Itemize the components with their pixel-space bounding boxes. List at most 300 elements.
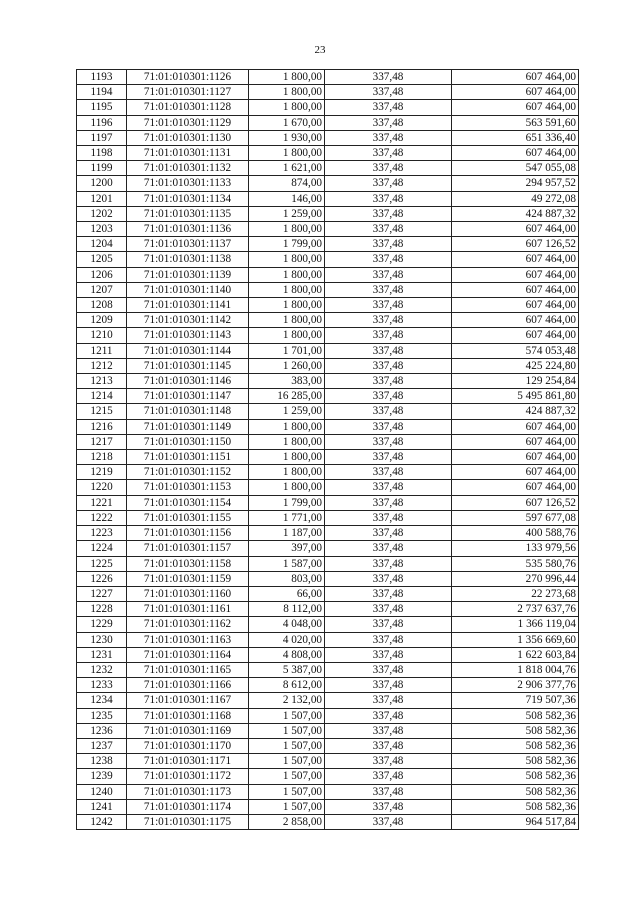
value-cell: 719 507,36 <box>452 693 579 708</box>
cadastral-number-cell: 71:01:010301:1174 <box>127 799 249 814</box>
rate-cell: 337,48 <box>325 450 452 465</box>
value-cell: 508 582,36 <box>452 738 579 753</box>
area-cell: 4 048,00 <box>249 617 325 632</box>
value-cell: 508 582,36 <box>452 799 579 814</box>
value-cell: 1 366 119,04 <box>452 617 579 632</box>
cadastral-number-cell: 71:01:010301:1151 <box>127 450 249 465</box>
row-number-cell: 1226 <box>77 571 127 586</box>
value-cell: 508 582,36 <box>452 708 579 723</box>
row-number-cell: 1215 <box>77 404 127 419</box>
row-number-cell: 1237 <box>77 738 127 753</box>
area-cell: 1 800,00 <box>249 480 325 495</box>
value-cell: 607 464,00 <box>452 480 579 495</box>
rate-cell: 337,48 <box>325 647 452 662</box>
table-row <box>77 510 579 525</box>
table-row <box>77 647 579 662</box>
table-row <box>77 480 579 495</box>
row-number-cell: 1213 <box>77 374 127 389</box>
table-row <box>77 328 579 343</box>
cadastral-number-cell: 71:01:010301:1161 <box>127 602 249 617</box>
rate-cell: 337,48 <box>325 723 452 738</box>
value-cell: 607 464,00 <box>452 252 579 267</box>
table-row <box>77 617 579 632</box>
value-cell: 1 818 004,76 <box>452 662 579 677</box>
rate-cell: 337,48 <box>325 206 452 221</box>
row-number-cell: 1234 <box>77 693 127 708</box>
row-number-cell: 1216 <box>77 419 127 434</box>
table-row <box>77 814 579 829</box>
rate-cell: 337,48 <box>325 343 452 358</box>
rate-cell: 337,48 <box>325 389 452 404</box>
rate-cell: 337,48 <box>325 541 452 556</box>
rate-cell: 337,48 <box>325 328 452 343</box>
rate-cell: 337,48 <box>325 434 452 449</box>
page-number: 23 <box>314 44 326 56</box>
table-row <box>77 298 579 313</box>
rate-cell: 337,48 <box>325 419 452 434</box>
area-cell: 1 259,00 <box>249 206 325 221</box>
value-cell: 425 224,80 <box>452 358 579 373</box>
area-cell: 1 507,00 <box>249 769 325 784</box>
area-cell: 8 612,00 <box>249 678 325 693</box>
cadastral-number-cell: 71:01:010301:1153 <box>127 480 249 495</box>
row-number-cell: 1233 <box>77 678 127 693</box>
rate-cell: 337,48 <box>325 237 452 252</box>
value-cell: 607 126,52 <box>452 495 579 510</box>
area-cell: 1 800,00 <box>249 70 325 85</box>
value-cell: 607 126,52 <box>452 237 579 252</box>
area-cell: 1 800,00 <box>249 85 325 100</box>
area-cell: 1 507,00 <box>249 754 325 769</box>
table-row <box>77 267 579 282</box>
area-cell: 8 112,00 <box>249 602 325 617</box>
value-cell: 964 517,84 <box>452 814 579 829</box>
value-cell: 133 979,56 <box>452 541 579 556</box>
area-cell: 1 800,00 <box>249 298 325 313</box>
area-cell: 1 771,00 <box>249 510 325 525</box>
cadastral-number-cell: 71:01:010301:1136 <box>127 222 249 237</box>
value-cell: 607 464,00 <box>452 465 579 480</box>
row-number-cell: 1232 <box>77 662 127 677</box>
area-cell: 1 507,00 <box>249 738 325 753</box>
value-cell: 563 591,60 <box>452 115 579 130</box>
value-cell: 1 356 669,60 <box>452 632 579 647</box>
cadastral-number-cell: 71:01:010301:1162 <box>127 617 249 632</box>
row-number-cell: 1196 <box>77 115 127 130</box>
row-number-cell: 1200 <box>77 176 127 191</box>
cadastral-number-cell: 71:01:010301:1165 <box>127 662 249 677</box>
row-number-cell: 1236 <box>77 723 127 738</box>
cadastral-number-cell: 71:01:010301:1170 <box>127 738 249 753</box>
cadastral-number-cell: 71:01:010301:1130 <box>127 130 249 145</box>
row-number-cell: 1203 <box>77 222 127 237</box>
rate-cell: 337,48 <box>325 100 452 115</box>
row-number-cell: 1204 <box>77 237 127 252</box>
area-cell: 1 260,00 <box>249 358 325 373</box>
area-cell: 1 259,00 <box>249 404 325 419</box>
table-row <box>77 191 579 206</box>
table-row <box>77 434 579 449</box>
area-cell: 1 507,00 <box>249 784 325 799</box>
area-cell: 4 020,00 <box>249 632 325 647</box>
table-row <box>77 222 579 237</box>
rate-cell: 337,48 <box>325 495 452 510</box>
value-cell: 607 464,00 <box>452 222 579 237</box>
area-cell: 1 930,00 <box>249 130 325 145</box>
table-row <box>77 784 579 799</box>
rate-cell: 337,48 <box>325 510 452 525</box>
rate-cell: 337,48 <box>325 662 452 677</box>
table-row <box>77 556 579 571</box>
area-cell: 1 800,00 <box>249 267 325 282</box>
rate-cell: 337,48 <box>325 161 452 176</box>
value-cell: 2 737 637,76 <box>452 602 579 617</box>
area-cell: 1 800,00 <box>249 328 325 343</box>
row-number-cell: 1240 <box>77 784 127 799</box>
table-row <box>77 586 579 601</box>
cadastral-number-cell: 71:01:010301:1138 <box>127 252 249 267</box>
table-row <box>77 252 579 267</box>
row-number-cell: 1202 <box>77 206 127 221</box>
row-number-cell: 1199 <box>77 161 127 176</box>
cadastral-number-cell: 71:01:010301:1126 <box>127 70 249 85</box>
row-number-cell: 1208 <box>77 298 127 313</box>
area-cell: 1 800,00 <box>249 146 325 161</box>
area-cell: 146,00 <box>249 191 325 206</box>
row-number-cell: 1211 <box>77 343 127 358</box>
area-cell: 1 670,00 <box>249 115 325 130</box>
table-row <box>77 70 579 85</box>
value-cell: 294 957,52 <box>452 176 579 191</box>
row-number-cell: 1198 <box>77 146 127 161</box>
row-number-cell: 1235 <box>77 708 127 723</box>
area-cell: 1 507,00 <box>249 799 325 814</box>
row-number-cell: 1224 <box>77 541 127 556</box>
table-row <box>77 100 579 115</box>
area-cell: 1 587,00 <box>249 556 325 571</box>
value-cell: 508 582,36 <box>452 723 579 738</box>
rate-cell: 337,48 <box>325 480 452 495</box>
rate-cell: 337,48 <box>325 146 452 161</box>
rate-cell: 337,48 <box>325 571 452 586</box>
rate-cell: 337,48 <box>325 617 452 632</box>
value-cell: 270 996,44 <box>452 571 579 586</box>
area-cell: 1 799,00 <box>249 495 325 510</box>
area-cell: 1 701,00 <box>249 343 325 358</box>
value-cell: 651 336,40 <box>452 130 579 145</box>
value-cell: 607 464,00 <box>452 100 579 115</box>
row-number-cell: 1220 <box>77 480 127 495</box>
row-number-cell: 1212 <box>77 358 127 373</box>
table-row <box>77 130 579 145</box>
row-number-cell: 1218 <box>77 450 127 465</box>
value-cell: 535 580,76 <box>452 556 579 571</box>
table-row <box>77 769 579 784</box>
table-row <box>77 450 579 465</box>
row-number-cell: 1221 <box>77 495 127 510</box>
row-number-cell: 1209 <box>77 313 127 328</box>
cadastral-number-cell: 71:01:010301:1129 <box>127 115 249 130</box>
row-number-cell: 1195 <box>77 100 127 115</box>
row-number-cell: 1205 <box>77 252 127 267</box>
table-row <box>77 708 579 723</box>
area-cell: 1 799,00 <box>249 237 325 252</box>
cadastral-number-cell: 71:01:010301:1148 <box>127 404 249 419</box>
cadastral-number-cell: 71:01:010301:1156 <box>127 526 249 541</box>
cadastral-number-cell: 71:01:010301:1128 <box>127 100 249 115</box>
cadastral-number-cell: 71:01:010301:1144 <box>127 343 249 358</box>
row-number-cell: 1206 <box>77 267 127 282</box>
area-cell: 1 800,00 <box>249 450 325 465</box>
rate-cell: 337,48 <box>325 130 452 145</box>
value-cell: 2 906 377,76 <box>452 678 579 693</box>
table-row <box>77 389 579 404</box>
area-cell: 383,00 <box>249 374 325 389</box>
cadastral-number-cell: 71:01:010301:1157 <box>127 541 249 556</box>
rate-cell: 337,48 <box>325 526 452 541</box>
rate-cell: 337,48 <box>325 465 452 480</box>
value-cell: 607 464,00 <box>452 450 579 465</box>
cadastral-number-cell: 71:01:010301:1159 <box>127 571 249 586</box>
cadastral-value-table <box>76 69 579 830</box>
table-row <box>77 678 579 693</box>
rate-cell: 337,48 <box>325 404 452 419</box>
cadastral-number-cell: 71:01:010301:1141 <box>127 298 249 313</box>
value-cell: 5 495 861,80 <box>452 389 579 404</box>
area-cell: 1 800,00 <box>249 222 325 237</box>
rate-cell: 337,48 <box>325 708 452 723</box>
value-cell: 22 273,68 <box>452 586 579 601</box>
row-number-cell: 1219 <box>77 465 127 480</box>
rate-cell: 337,48 <box>325 784 452 799</box>
area-cell: 1 800,00 <box>249 419 325 434</box>
value-cell: 400 588,76 <box>452 526 579 541</box>
table-row <box>77 161 579 176</box>
cadastral-number-cell: 71:01:010301:1171 <box>127 754 249 769</box>
rate-cell: 337,48 <box>325 191 452 206</box>
rate-cell: 337,48 <box>325 70 452 85</box>
area-cell: 1 800,00 <box>249 282 325 297</box>
table-row <box>77 541 579 556</box>
rate-cell: 337,48 <box>325 814 452 829</box>
value-cell: 607 464,00 <box>452 298 579 313</box>
table-row <box>77 206 579 221</box>
row-number-cell: 1217 <box>77 434 127 449</box>
value-cell: 574 053,48 <box>452 343 579 358</box>
table-row <box>77 115 579 130</box>
value-cell: 597 677,08 <box>452 510 579 525</box>
row-number-cell: 1228 <box>77 602 127 617</box>
cadastral-number-cell: 71:01:010301:1173 <box>127 784 249 799</box>
cadastral-number-cell: 71:01:010301:1139 <box>127 267 249 282</box>
area-cell: 1 507,00 <box>249 723 325 738</box>
rate-cell: 337,48 <box>325 769 452 784</box>
row-number-cell: 1210 <box>77 328 127 343</box>
area-cell: 1 800,00 <box>249 465 325 480</box>
cadastral-number-cell: 71:01:010301:1145 <box>127 358 249 373</box>
table-row <box>77 404 579 419</box>
table-row <box>77 85 579 100</box>
area-cell: 2 858,00 <box>249 814 325 829</box>
rate-cell: 337,48 <box>325 85 452 100</box>
area-cell: 4 808,00 <box>249 647 325 662</box>
row-number-cell: 1230 <box>77 632 127 647</box>
cadastral-number-cell: 71:01:010301:1132 <box>127 161 249 176</box>
value-cell: 49 272,08 <box>452 191 579 206</box>
cadastral-number-cell: 71:01:010301:1137 <box>127 237 249 252</box>
row-number-cell: 1242 <box>77 814 127 829</box>
table-row <box>77 313 579 328</box>
cadastral-number-cell: 71:01:010301:1152 <box>127 465 249 480</box>
cadastral-number-cell: 71:01:010301:1135 <box>127 206 249 221</box>
table-row <box>77 662 579 677</box>
value-cell: 424 887,32 <box>452 404 579 419</box>
cadastral-number-cell: 71:01:010301:1166 <box>127 678 249 693</box>
rate-cell: 337,48 <box>325 693 452 708</box>
area-cell: 1 800,00 <box>249 252 325 267</box>
rate-cell: 337,48 <box>325 602 452 617</box>
rate-cell: 337,48 <box>325 222 452 237</box>
row-number-cell: 1193 <box>77 70 127 85</box>
value-cell: 607 464,00 <box>452 282 579 297</box>
cadastral-number-cell: 71:01:010301:1147 <box>127 389 249 404</box>
table-row <box>77 799 579 814</box>
rate-cell: 337,48 <box>325 267 452 282</box>
row-number-cell: 1241 <box>77 799 127 814</box>
table-row <box>77 754 579 769</box>
cadastral-number-cell: 71:01:010301:1160 <box>127 586 249 601</box>
value-cell: 607 464,00 <box>452 434 579 449</box>
cadastral-number-cell: 71:01:010301:1158 <box>127 556 249 571</box>
value-cell: 607 464,00 <box>452 419 579 434</box>
row-number-cell: 1238 <box>77 754 127 769</box>
table-row <box>77 526 579 541</box>
value-cell: 508 582,36 <box>452 754 579 769</box>
rate-cell: 337,48 <box>325 374 452 389</box>
value-cell: 424 887,32 <box>452 206 579 221</box>
cadastral-number-cell: 71:01:010301:1154 <box>127 495 249 510</box>
rate-cell: 337,48 <box>325 298 452 313</box>
rate-cell: 337,48 <box>325 282 452 297</box>
cadastral-number-cell: 71:01:010301:1131 <box>127 146 249 161</box>
value-cell: 1 622 603,84 <box>452 647 579 662</box>
cadastral-number-cell: 71:01:010301:1134 <box>127 191 249 206</box>
area-cell: 874,00 <box>249 176 325 191</box>
table-row <box>77 495 579 510</box>
cadastral-number-cell: 71:01:010301:1168 <box>127 708 249 723</box>
area-cell: 1 800,00 <box>249 100 325 115</box>
value-cell: 607 464,00 <box>452 328 579 343</box>
row-number-cell: 1214 <box>77 389 127 404</box>
area-cell: 1 800,00 <box>249 313 325 328</box>
row-number-cell: 1223 <box>77 526 127 541</box>
row-number-cell: 1197 <box>77 130 127 145</box>
table-row <box>77 358 579 373</box>
table-row <box>77 146 579 161</box>
table-row <box>77 343 579 358</box>
rate-cell: 337,48 <box>325 754 452 769</box>
area-cell: 1 800,00 <box>249 434 325 449</box>
cadastral-number-cell: 71:01:010301:1127 <box>127 85 249 100</box>
row-number-cell: 1225 <box>77 556 127 571</box>
cadastral-number-cell: 71:01:010301:1175 <box>127 814 249 829</box>
table-row <box>77 693 579 708</box>
rate-cell: 337,48 <box>325 586 452 601</box>
table-row <box>77 602 579 617</box>
cadastral-number-cell: 71:01:010301:1149 <box>127 419 249 434</box>
cadastral-number-cell: 71:01:010301:1133 <box>127 176 249 191</box>
area-cell: 1 187,00 <box>249 526 325 541</box>
table-row <box>77 419 579 434</box>
rate-cell: 337,48 <box>325 632 452 647</box>
cadastral-number-cell: 71:01:010301:1146 <box>127 374 249 389</box>
value-cell: 508 582,36 <box>452 769 579 784</box>
cadastral-number-cell: 71:01:010301:1167 <box>127 693 249 708</box>
table-body <box>77 70 579 830</box>
cadastral-number-cell: 71:01:010301:1143 <box>127 328 249 343</box>
table-row <box>77 374 579 389</box>
row-number-cell: 1231 <box>77 647 127 662</box>
row-number-cell: 1229 <box>77 617 127 632</box>
area-cell: 2 132,00 <box>249 693 325 708</box>
area-cell: 5 387,00 <box>249 662 325 677</box>
value-cell: 607 464,00 <box>452 70 579 85</box>
value-cell: 607 464,00 <box>452 313 579 328</box>
area-cell: 397,00 <box>249 541 325 556</box>
cadastral-number-cell: 71:01:010301:1172 <box>127 769 249 784</box>
row-number-cell: 1222 <box>77 510 127 525</box>
table-row <box>77 738 579 753</box>
table-row <box>77 282 579 297</box>
table-row <box>77 723 579 738</box>
table-row <box>77 632 579 647</box>
rate-cell: 337,48 <box>325 738 452 753</box>
rate-cell: 337,48 <box>325 556 452 571</box>
value-cell: 129 254,84 <box>452 374 579 389</box>
row-number-cell: 1194 <box>77 85 127 100</box>
table-row <box>77 237 579 252</box>
row-number-cell: 1201 <box>77 191 127 206</box>
area-cell: 66,00 <box>249 586 325 601</box>
rate-cell: 337,48 <box>325 252 452 267</box>
cadastral-number-cell: 71:01:010301:1155 <box>127 510 249 525</box>
rate-cell: 337,48 <box>325 678 452 693</box>
cadastral-number-cell: 71:01:010301:1163 <box>127 632 249 647</box>
table-row <box>77 465 579 480</box>
row-number-cell: 1207 <box>77 282 127 297</box>
area-cell: 16 285,00 <box>249 389 325 404</box>
rate-cell: 337,48 <box>325 115 452 130</box>
value-cell: 607 464,00 <box>452 85 579 100</box>
rate-cell: 337,48 <box>325 358 452 373</box>
rate-cell: 337,48 <box>325 176 452 191</box>
cadastral-number-cell: 71:01:010301:1140 <box>127 282 249 297</box>
row-number-cell: 1227 <box>77 586 127 601</box>
area-cell: 1 621,00 <box>249 161 325 176</box>
value-cell: 607 464,00 <box>452 267 579 282</box>
value-cell: 547 055,08 <box>452 161 579 176</box>
rate-cell: 337,48 <box>325 313 452 328</box>
value-cell: 508 582,36 <box>452 784 579 799</box>
cadastral-number-cell: 71:01:010301:1169 <box>127 723 249 738</box>
table-row <box>77 176 579 191</box>
rate-cell: 337,48 <box>325 799 452 814</box>
value-cell: 607 464,00 <box>452 146 579 161</box>
table-row <box>77 571 579 586</box>
cadastral-number-cell: 71:01:010301:1150 <box>127 434 249 449</box>
row-number-cell: 1239 <box>77 769 127 784</box>
area-cell: 1 507,00 <box>249 708 325 723</box>
